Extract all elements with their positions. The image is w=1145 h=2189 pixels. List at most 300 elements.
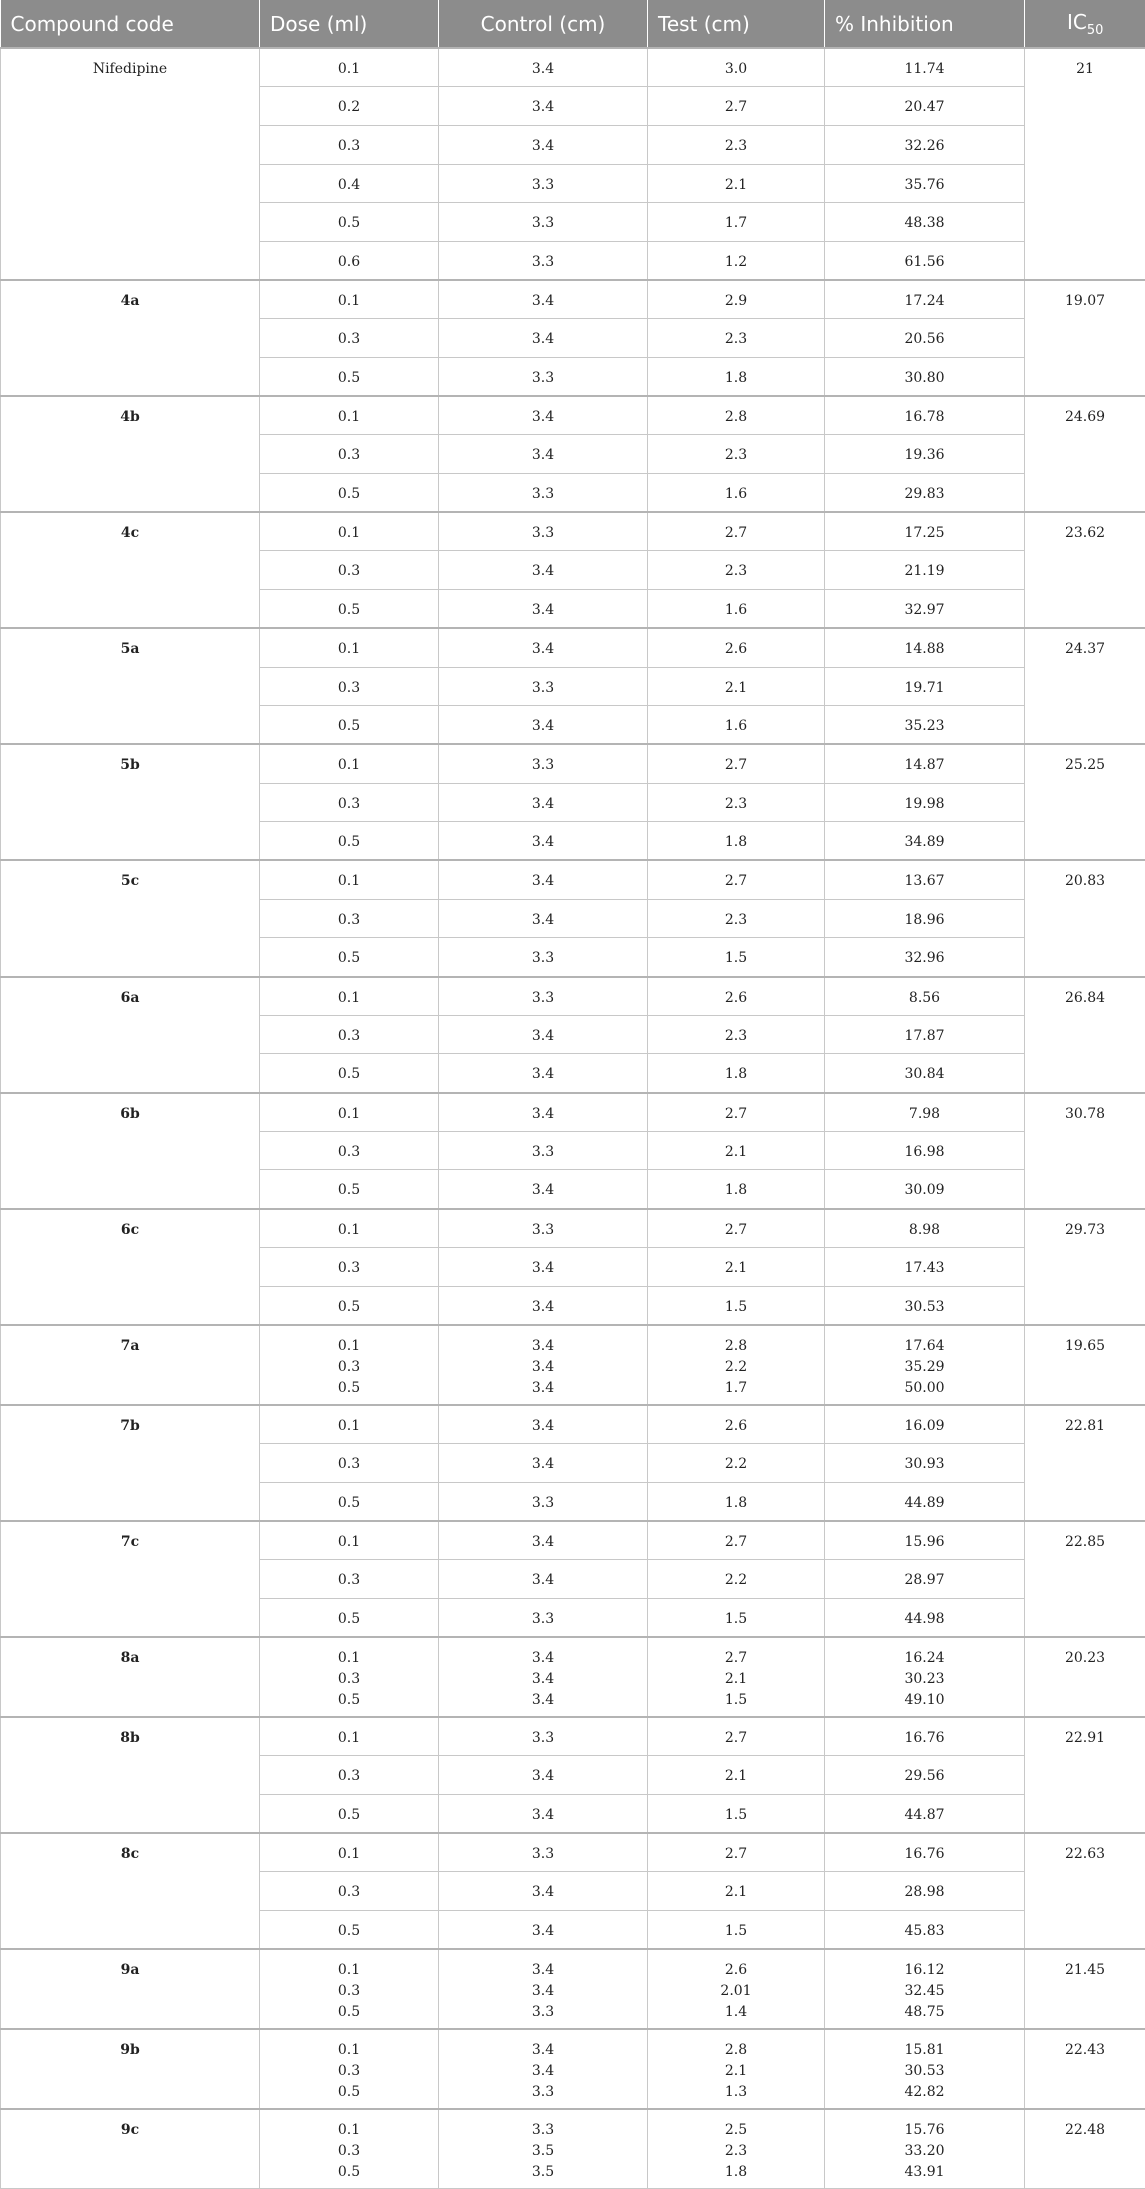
control-cell: 3.3 — [439, 1209, 648, 1248]
dose-cell: 0.3 — [260, 667, 439, 706]
inhibition-cell: 14.87 — [825, 744, 1025, 783]
test-cell: 1.8 — [648, 1170, 825, 1209]
dose-cell — [260, 1637, 439, 1717]
control-value: 3.4 — [443, 2040, 643, 2061]
test-cell — [648, 1637, 825, 1717]
inhibition-cell: 45.83 — [825, 1910, 1025, 1949]
test-value: 2.01 — [652, 1981, 820, 2002]
ic50-header-text: IC — [1067, 10, 1087, 34]
table-row — [1, 1093, 1145, 1132]
inhibition-cell: 16.76 — [825, 1717, 1025, 1756]
compound-code-cell: 6b — [1, 1093, 260, 1209]
column-header-test: Test (cm) — [648, 0, 825, 48]
dose-value: 0.3 — [264, 2141, 434, 2162]
compound-code-cell: Nifedipine — [1, 48, 260, 280]
control-cell: 3.3 — [439, 512, 648, 551]
control-cell: 3.4 — [439, 1015, 648, 1054]
control-value: 3.4 — [443, 1669, 643, 1690]
test-cell: 2.6 — [648, 1405, 825, 1444]
test-cell: 1.5 — [648, 1910, 825, 1949]
inhibition-cell: 19.98 — [825, 783, 1025, 822]
inhibition-value: 43.91 — [829, 2162, 1020, 2183]
test-value: 1.3 — [652, 2082, 820, 2103]
compound-code-cell: 6c — [1, 1209, 260, 1325]
dose-value: 0.3 — [264, 1981, 434, 2002]
dose-cell — [260, 2029, 439, 2109]
control-cell: 3.4 — [439, 1794, 648, 1833]
inhibition-cell: 44.87 — [825, 1794, 1025, 1833]
control-value: 3.4 — [443, 1648, 643, 1669]
ic50-cell: 20.83 — [1025, 860, 1145, 976]
test-cell: 2.7 — [648, 1209, 825, 1248]
inhibition-value: 42.82 — [829, 2082, 1020, 2103]
test-cell: 2.9 — [648, 280, 825, 319]
dose-value: 0.1 — [264, 2040, 434, 2061]
dose-cell — [260, 1325, 439, 1405]
inhibition-value: 49.10 — [829, 1690, 1020, 1711]
control-cell: 3.4 — [439, 1559, 648, 1598]
control-cell: 3.4 — [439, 87, 648, 126]
inhibition-cell: 7.98 — [825, 1093, 1025, 1132]
dose-cell: 0.1 — [260, 1717, 439, 1756]
dose-cell: 0.3 — [260, 551, 439, 590]
test-cell — [648, 2029, 825, 2109]
table-row — [1, 1637, 1145, 1717]
inhibition-value: 33.20 — [829, 2141, 1020, 2162]
test-cell: 2.1 — [648, 1131, 825, 1170]
test-cell: 2.7 — [648, 512, 825, 551]
test-value: 1.4 — [652, 2002, 820, 2023]
inhibition-cell: 28.97 — [825, 1559, 1025, 1598]
control-cell: 3.3 — [439, 474, 648, 513]
ic50-cell: 22.43 — [1025, 2029, 1145, 2109]
control-cell: 3.3 — [439, 203, 648, 242]
test-cell — [648, 2109, 825, 2189]
inhibition-cell: 17.24 — [825, 280, 1025, 319]
table-row — [1, 1325, 1145, 1405]
dose-cell: 0.3 — [260, 435, 439, 474]
dose-cell: 0.5 — [260, 1794, 439, 1833]
control-cell: 3.4 — [439, 1443, 648, 1482]
control-value: 3.3 — [443, 2082, 643, 2103]
column-header-compound: Compound code — [1, 0, 260, 48]
inhibition-cell: 32.96 — [825, 938, 1025, 977]
dose-value: 0.3 — [264, 1669, 434, 1690]
table-row — [1, 628, 1145, 667]
inhibition-value: 30.23 — [829, 1669, 1020, 1690]
test-cell: 2.7 — [648, 1717, 825, 1756]
inhibition-value: 15.76 — [829, 2120, 1020, 2141]
control-cell: 3.4 — [439, 899, 648, 938]
dose-cell: 0.5 — [260, 706, 439, 745]
dose-cell: 0.3 — [260, 1756, 439, 1795]
dose-cell: 0.1 — [260, 1093, 439, 1132]
table-row — [1, 48, 1145, 87]
control-cell — [439, 1325, 648, 1405]
ic50-cell: 30.78 — [1025, 1093, 1145, 1209]
test-cell: 2.2 — [648, 1443, 825, 1482]
inhibition-cell — [825, 1949, 1025, 2029]
test-cell: 2.3 — [648, 319, 825, 358]
table-row — [1, 1405, 1145, 1444]
dose-cell: 0.1 — [260, 396, 439, 435]
compound-code-cell: 7a — [1, 1325, 260, 1405]
test-value: 1.5 — [652, 1690, 820, 1711]
dose-cell: 0.4 — [260, 164, 439, 203]
dose-cell: 0.3 — [260, 1443, 439, 1482]
dose-cell: 0.5 — [260, 474, 439, 513]
ic50-cell: 22.48 — [1025, 2109, 1145, 2189]
dose-cell: 0.3 — [260, 319, 439, 358]
dose-cell: 0.3 — [260, 783, 439, 822]
ic50-cell: 24.37 — [1025, 628, 1145, 744]
compound-code-cell: 8a — [1, 1637, 260, 1717]
control-cell: 3.4 — [439, 783, 648, 822]
inhibition-cell: 32.97 — [825, 590, 1025, 629]
control-cell: 3.3 — [439, 977, 648, 1016]
table-row — [1, 860, 1145, 899]
inhibition-cell: 30.53 — [825, 1286, 1025, 1325]
test-cell: 2.3 — [648, 551, 825, 590]
dose-value: 0.3 — [264, 1357, 434, 1378]
test-cell: 2.7 — [648, 1093, 825, 1132]
test-cell: 1.6 — [648, 590, 825, 629]
table-row — [1, 1833, 1145, 1872]
control-value: 3.5 — [443, 2162, 643, 2183]
test-cell: 2.6 — [648, 628, 825, 667]
dose-cell: 0.1 — [260, 1405, 439, 1444]
dose-value: 0.5 — [264, 2082, 434, 2103]
inhibition-cell: 20.47 — [825, 87, 1025, 126]
ic50-cell: 21.45 — [1025, 1949, 1145, 2029]
compound-code-cell: 9c — [1, 2109, 260, 2189]
control-value: 3.3 — [443, 2120, 643, 2141]
inhibition-cell — [825, 1325, 1025, 1405]
table-row — [1, 744, 1145, 783]
ic50-cell: 22.63 — [1025, 1833, 1145, 1949]
compound-code-cell: 5c — [1, 860, 260, 976]
table-row — [1, 2109, 1145, 2189]
test-cell: 1.5 — [648, 938, 825, 977]
test-cell: 2.7 — [648, 744, 825, 783]
control-cell: 3.4 — [439, 1286, 648, 1325]
inhibition-cell: 16.09 — [825, 1405, 1025, 1444]
control-cell: 3.4 — [439, 1756, 648, 1795]
control-cell — [439, 1637, 648, 1717]
ic50-cell: 26.84 — [1025, 977, 1145, 1093]
control-cell: 3.4 — [439, 551, 648, 590]
compound-code-cell: 7c — [1, 1521, 260, 1637]
inhibition-value: 15.81 — [829, 2040, 1020, 2061]
dose-cell: 0.3 — [260, 125, 439, 164]
control-value: 3.5 — [443, 2141, 643, 2162]
test-cell: 2.7 — [648, 87, 825, 126]
inhibition-cell: 16.78 — [825, 396, 1025, 435]
table-row — [1, 1209, 1145, 1248]
inhibition-cell: 35.23 — [825, 706, 1025, 745]
inhibition-cell: 30.09 — [825, 1170, 1025, 1209]
inhibition-cell: 61.56 — [825, 241, 1025, 280]
table-row — [1, 280, 1145, 319]
compound-code-cell: 5b — [1, 744, 260, 860]
test-value: 1.7 — [652, 1378, 820, 1399]
table-row — [1, 1949, 1145, 2029]
control-value: 3.4 — [443, 1378, 643, 1399]
control-value: 3.4 — [443, 1690, 643, 1711]
compound-code-cell: 9b — [1, 2029, 260, 2109]
inhibition-cell: 16.98 — [825, 1131, 1025, 1170]
ic50-cell: 29.73 — [1025, 1209, 1145, 1325]
dose-cell: 0.1 — [260, 48, 439, 87]
inhibition-cell: 34.89 — [825, 822, 1025, 861]
inhibition-cell: 30.84 — [825, 1054, 1025, 1093]
test-cell: 1.6 — [648, 706, 825, 745]
compound-code-cell: 6a — [1, 977, 260, 1093]
test-cell: 1.6 — [648, 474, 825, 513]
dose-cell: 0.3 — [260, 1131, 439, 1170]
test-cell — [648, 1325, 825, 1405]
dose-cell: 0.5 — [260, 1910, 439, 1949]
test-cell: 3.0 — [648, 48, 825, 87]
ic50-header-subscript: 50 — [1087, 23, 1104, 38]
dose-cell: 0.1 — [260, 1209, 439, 1248]
test-cell: 2.3 — [648, 899, 825, 938]
inhibition-cell: 15.96 — [825, 1521, 1025, 1560]
control-cell: 3.3 — [439, 1833, 648, 1872]
inhibition-cell: 18.96 — [825, 899, 1025, 938]
test-cell: 1.2 — [648, 241, 825, 280]
test-cell: 2.3 — [648, 1015, 825, 1054]
control-cell: 3.3 — [439, 1131, 648, 1170]
test-cell: 2.1 — [648, 1756, 825, 1795]
control-cell: 3.4 — [439, 125, 648, 164]
inhibition-cell: 29.56 — [825, 1756, 1025, 1795]
compound-code-cell: 4a — [1, 280, 260, 396]
inhibition-cell: 17.25 — [825, 512, 1025, 551]
test-cell: 2.3 — [648, 125, 825, 164]
table-body — [1, 48, 1145, 2189]
inhibition-cell: 48.38 — [825, 203, 1025, 242]
compound-code-cell: 4c — [1, 512, 260, 628]
header-row — [1, 0, 1145, 48]
dose-cell: 0.1 — [260, 1833, 439, 1872]
inhibition-cell: 28.98 — [825, 1872, 1025, 1911]
test-cell: 1.8 — [648, 358, 825, 397]
dose-cell: 0.3 — [260, 1559, 439, 1598]
inhibition-value: 16.24 — [829, 1648, 1020, 1669]
test-cell: 1.8 — [648, 822, 825, 861]
control-cell: 3.4 — [439, 280, 648, 319]
dose-value: 0.1 — [264, 1648, 434, 1669]
test-cell: 2.6 — [648, 977, 825, 1016]
dose-cell — [260, 1949, 439, 2029]
inhibition-cell: 19.36 — [825, 435, 1025, 474]
inhibition-cell: 21.19 — [825, 551, 1025, 590]
test-cell: 1.7 — [648, 203, 825, 242]
dose-cell: 0.1 — [260, 512, 439, 551]
dose-value: 0.3 — [264, 2061, 434, 2082]
control-cell: 3.4 — [439, 822, 648, 861]
ic50-cell: 22.85 — [1025, 1521, 1145, 1637]
table-row — [1, 1717, 1145, 1756]
dose-cell: 0.5 — [260, 203, 439, 242]
inhibition-cell: 11.74 — [825, 48, 1025, 87]
inhibition-cell: 8.98 — [825, 1209, 1025, 1248]
dose-cell — [260, 2109, 439, 2189]
inhibition-value: 50.00 — [829, 1378, 1020, 1399]
control-cell: 3.3 — [439, 241, 648, 280]
dose-cell: 0.5 — [260, 1054, 439, 1093]
inhibition-value: 16.12 — [829, 1960, 1020, 1981]
dose-cell: 0.5 — [260, 938, 439, 977]
ic50-cell: 23.62 — [1025, 512, 1145, 628]
control-value: 3.4 — [443, 1357, 643, 1378]
control-cell: 3.3 — [439, 938, 648, 977]
dose-cell: 0.5 — [260, 1170, 439, 1209]
inhibition-value: 30.53 — [829, 2061, 1020, 2082]
column-header-inhibition: % Inhibition — [825, 0, 1025, 48]
inhibition-cell — [825, 2109, 1025, 2189]
inhibition-cell: 14.88 — [825, 628, 1025, 667]
dose-cell: 0.2 — [260, 87, 439, 126]
ic50-cell: 22.81 — [1025, 1405, 1145, 1521]
compound-code-cell: 8c — [1, 1833, 260, 1949]
column-header-dose: Dose (ml) — [260, 0, 439, 48]
test-cell: 2.1 — [648, 1872, 825, 1911]
column-header-control: Control (cm) — [439, 0, 648, 48]
control-cell: 3.4 — [439, 628, 648, 667]
column-header-ic50 — [1025, 0, 1145, 48]
ic50-cell: 19.07 — [1025, 280, 1145, 396]
control-cell: 3.4 — [439, 1093, 648, 1132]
dose-cell: 0.6 — [260, 241, 439, 280]
inhibition-cell — [825, 1637, 1025, 1717]
inhibition-cell: 16.76 — [825, 1833, 1025, 1872]
control-cell: 3.3 — [439, 358, 648, 397]
test-value: 2.5 — [652, 2120, 820, 2141]
control-cell — [439, 2029, 648, 2109]
test-value: 2.8 — [652, 1336, 820, 1357]
test-cell: 1.5 — [648, 1794, 825, 1833]
dose-cell: 0.3 — [260, 899, 439, 938]
dose-cell: 0.5 — [260, 822, 439, 861]
ic50-cell: 22.91 — [1025, 1717, 1145, 1833]
control-value: 3.3 — [443, 2002, 643, 2023]
test-cell: 1.8 — [648, 1054, 825, 1093]
test-cell: 2.1 — [648, 667, 825, 706]
control-cell: 3.4 — [439, 48, 648, 87]
dose-cell: 0.5 — [260, 590, 439, 629]
table-row — [1, 396, 1145, 435]
dose-cell: 0.5 — [260, 358, 439, 397]
test-cell — [648, 1949, 825, 2029]
test-cell: 2.1 — [648, 1247, 825, 1286]
test-value: 2.3 — [652, 2141, 820, 2162]
control-cell: 3.4 — [439, 396, 648, 435]
test-value: 1.8 — [652, 2162, 820, 2183]
dose-cell: 0.3 — [260, 1015, 439, 1054]
control-cell: 3.3 — [439, 164, 648, 203]
control-cell: 3.4 — [439, 319, 648, 358]
inhibition-cell: 30.93 — [825, 1443, 1025, 1482]
compound-code-cell: 5a — [1, 628, 260, 744]
inhibition-cell: 20.56 — [825, 319, 1025, 358]
table-header — [1, 0, 1145, 48]
ic50-cell: 25.25 — [1025, 744, 1145, 860]
inhibition-cell: 35.76 — [825, 164, 1025, 203]
inhibition-cell: 44.98 — [825, 1598, 1025, 1637]
dose-value: 0.1 — [264, 1336, 434, 1357]
compound-code-cell: 4b — [1, 396, 260, 512]
control-cell: 3.4 — [439, 1247, 648, 1286]
control-value: 3.4 — [443, 1336, 643, 1357]
table-row — [1, 512, 1145, 551]
test-value: 2.2 — [652, 1357, 820, 1378]
dose-value: 0.5 — [264, 1378, 434, 1399]
control-cell: 3.3 — [439, 1717, 648, 1756]
test-value: 2.6 — [652, 1960, 820, 1981]
test-cell: 1.8 — [648, 1482, 825, 1521]
test-cell: 1.5 — [648, 1598, 825, 1637]
test-cell: 2.7 — [648, 1833, 825, 1872]
compound-code-cell: 9a — [1, 1949, 260, 2029]
control-value: 3.4 — [443, 1960, 643, 1981]
test-value: 2.8 — [652, 2040, 820, 2061]
compound-code-cell: 7b — [1, 1405, 260, 1521]
inhibition-cell — [825, 2029, 1025, 2109]
test-cell: 2.2 — [648, 1559, 825, 1598]
control-cell: 3.4 — [439, 1521, 648, 1560]
control-cell: 3.4 — [439, 1872, 648, 1911]
control-cell: 3.4 — [439, 435, 648, 474]
dose-value: 0.5 — [264, 2162, 434, 2183]
inhibition-cell: 44.89 — [825, 1482, 1025, 1521]
inhibition-cell: 30.80 — [825, 358, 1025, 397]
control-cell: 3.4 — [439, 1405, 648, 1444]
ic50-cell: 20.23 — [1025, 1637, 1145, 1717]
inhibition-cell: 19.71 — [825, 667, 1025, 706]
test-cell: 2.8 — [648, 396, 825, 435]
test-value: 2.1 — [652, 2061, 820, 2082]
dose-cell: 0.1 — [260, 628, 439, 667]
compound-code-cell: 8b — [1, 1717, 260, 1833]
control-cell — [439, 2109, 648, 2189]
dose-cell: 0.1 — [260, 1521, 439, 1560]
dose-value: 0.1 — [264, 2120, 434, 2141]
control-cell: 3.3 — [439, 667, 648, 706]
test-value: 2.1 — [652, 1669, 820, 1690]
control-cell: 3.3 — [439, 1598, 648, 1637]
dose-value: 0.5 — [264, 2002, 434, 2023]
ic50-cell: 24.69 — [1025, 396, 1145, 512]
dose-cell: 0.5 — [260, 1598, 439, 1637]
dose-cell: 0.3 — [260, 1247, 439, 1286]
dose-cell: 0.3 — [260, 1872, 439, 1911]
control-cell — [439, 1949, 648, 2029]
inhibition-value: 17.64 — [829, 1336, 1020, 1357]
test-cell: 2.3 — [648, 783, 825, 822]
test-cell: 2.7 — [648, 1521, 825, 1560]
dose-cell: 0.5 — [260, 1286, 439, 1325]
dose-value: 0.5 — [264, 1690, 434, 1711]
test-value: 2.7 — [652, 1648, 820, 1669]
test-cell: 2.7 — [648, 860, 825, 899]
control-cell: 3.4 — [439, 1170, 648, 1209]
dose-cell: 0.5 — [260, 1482, 439, 1521]
control-value: 3.4 — [443, 1981, 643, 2002]
dose-cell: 0.1 — [260, 860, 439, 899]
control-cell: 3.4 — [439, 1910, 648, 1949]
